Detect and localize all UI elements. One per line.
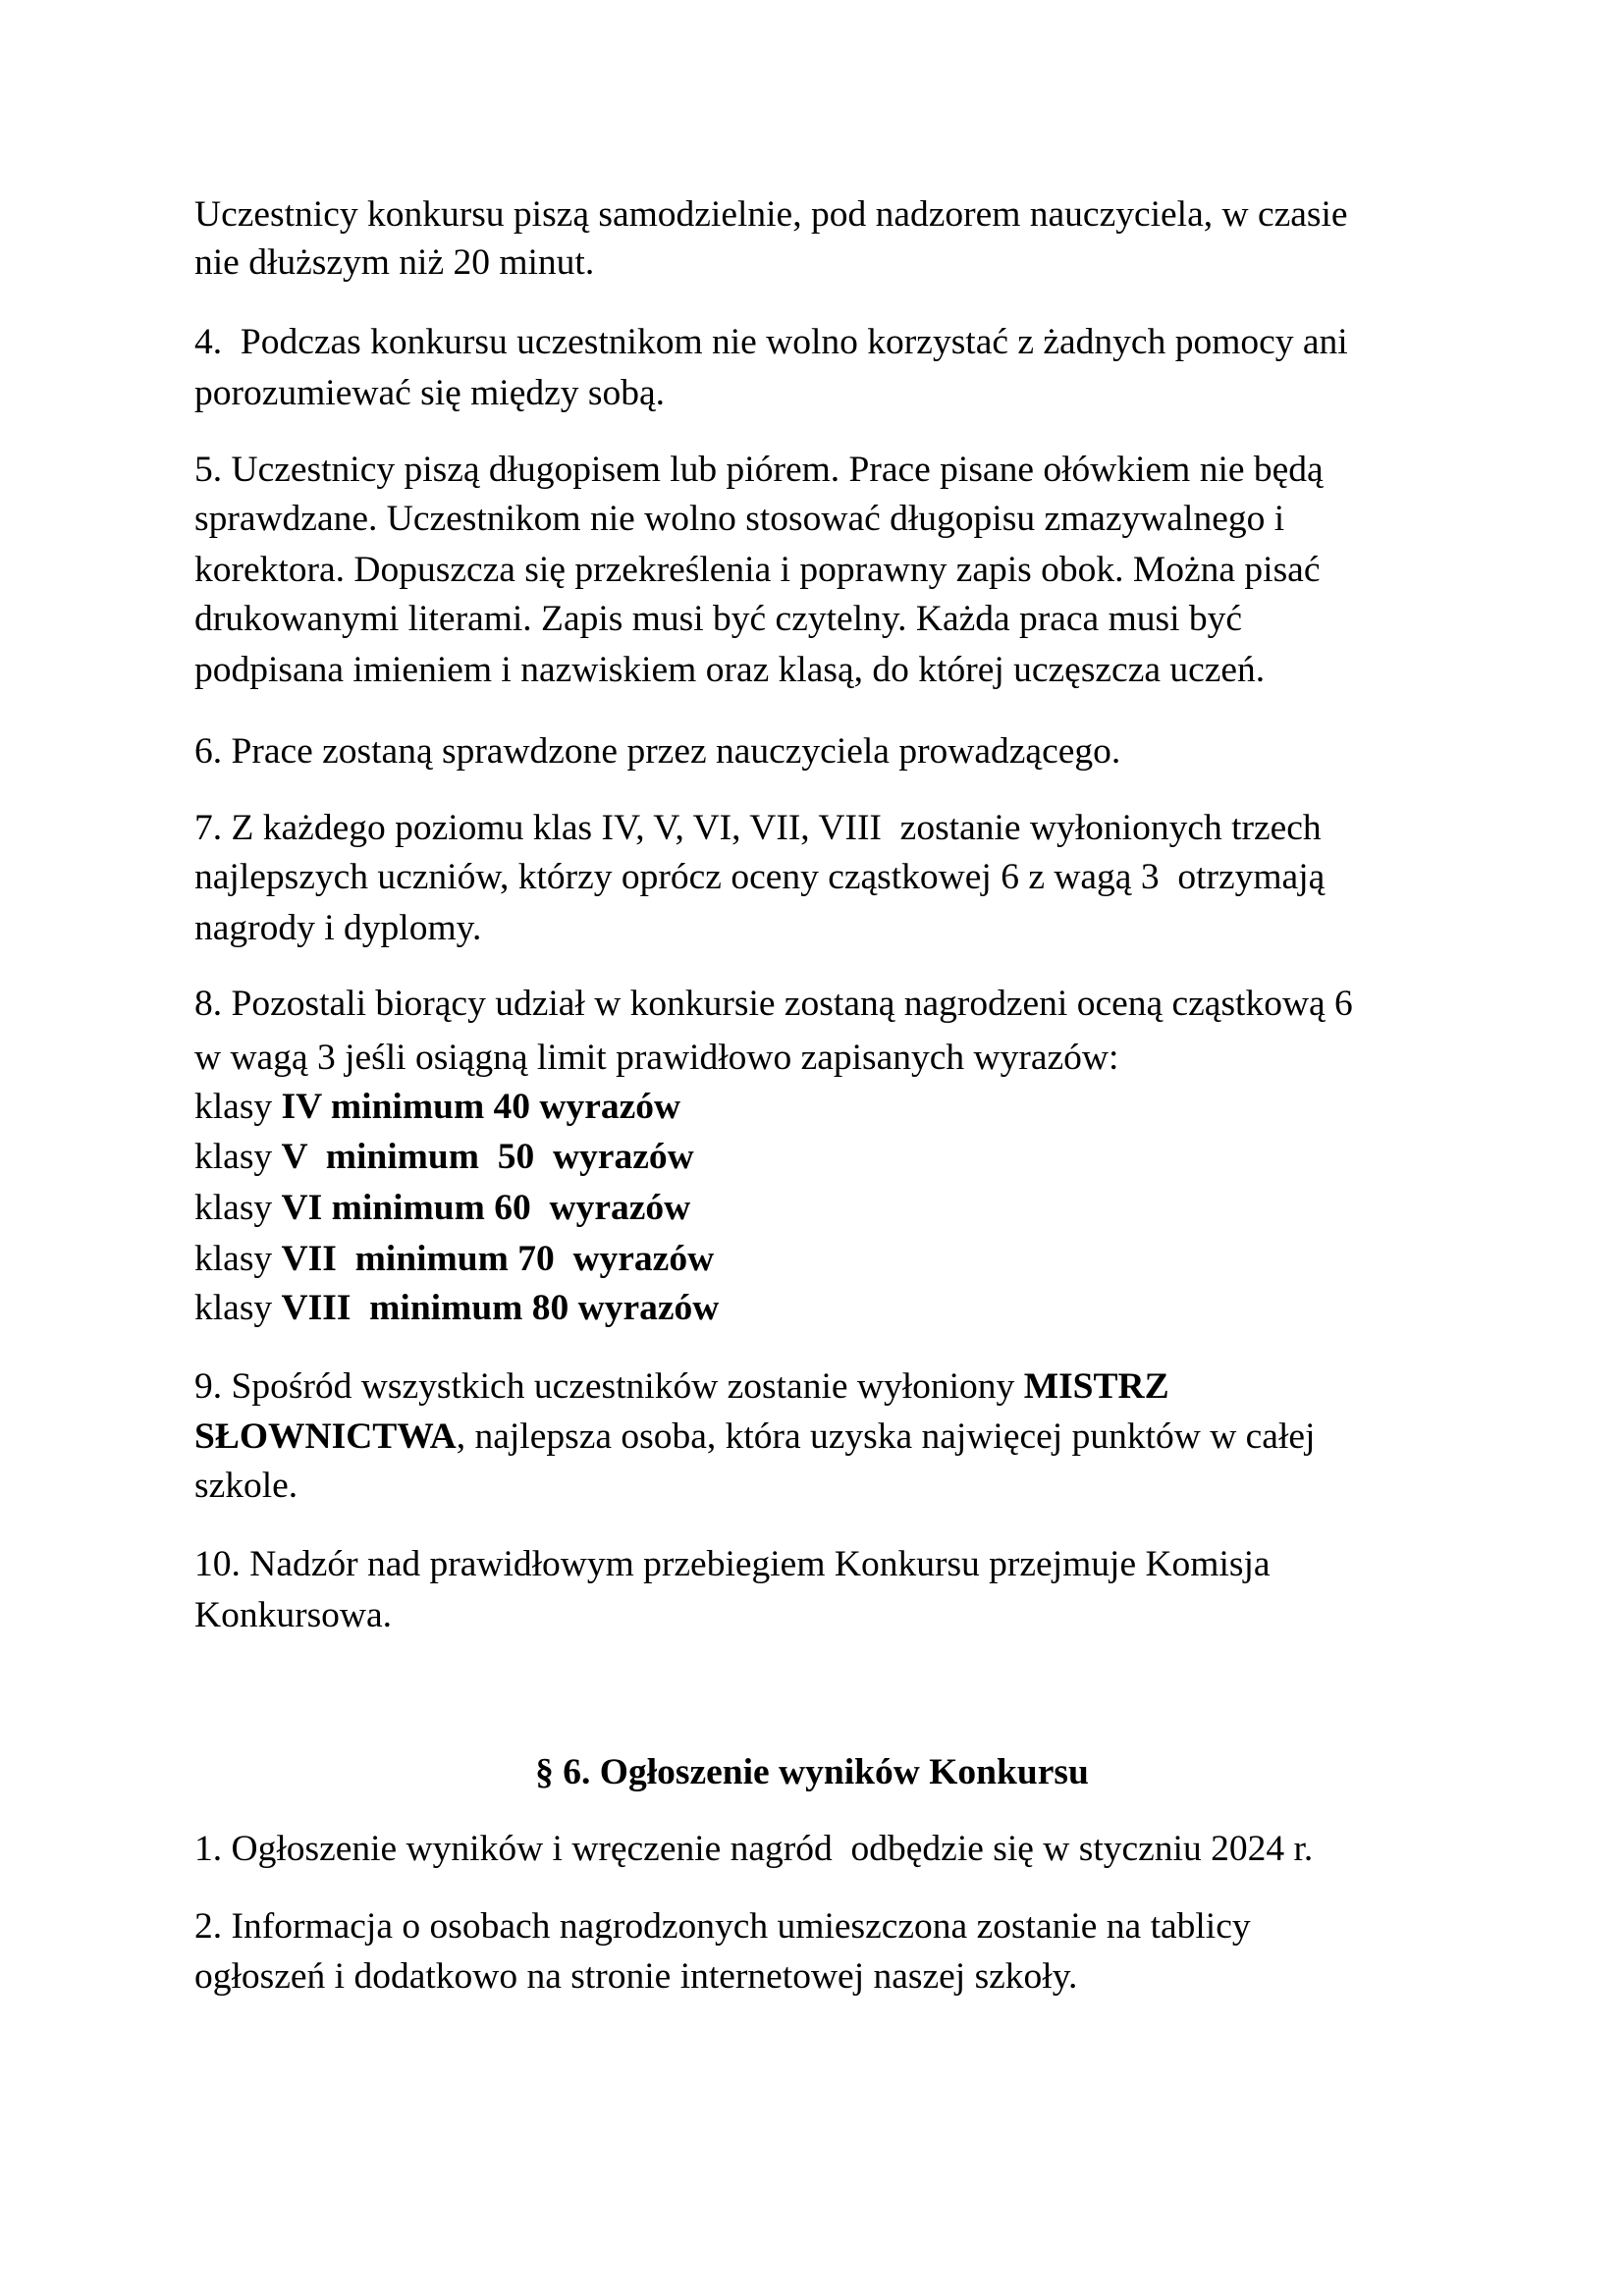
word-limit-grade-vii (194, 1241, 714, 1278)
text-line: nie dłuższym niż 20 minut. (194, 242, 595, 283)
limit-prefix: klasy (194, 1288, 282, 1328)
text-line (194, 1418, 1315, 1456)
text-line: 8. Pozostali biorący udział w konkursie zostaną nagrodzeni oceną cząstkową 6 (194, 984, 1353, 1024)
text-line: porozumiewać się między sobą. (194, 373, 666, 413)
limit-prefix: klasy (194, 1137, 282, 1177)
text-run: , najlepsza osoba, która uzyska najwięcej punktów w całej (456, 1416, 1316, 1457)
text-line: Konkursowa. (194, 1595, 393, 1635)
text-line: ogłoszeń i dodatkowo na stronie internetowej naszej szkoły. (194, 1956, 1078, 1997)
limit-value: VIII minimum 80 wyrazów (281, 1288, 720, 1328)
limit-value: V minimum 50 wyrazów (281, 1137, 694, 1177)
section-heading: § 6. Ogłoszenie wyników Konkursu (535, 1752, 1089, 1792)
text-line: szkole. (194, 1466, 298, 1506)
text-line: korektora. Dopuszcza się przekreślenia i poprawny zapis obok. Można pisać (194, 550, 1321, 590)
limit-value: VII minimum 70 wyrazów (281, 1239, 715, 1279)
text-run: 9. Spośród wszystkich uczestników zostanie wyłoniony (194, 1366, 1024, 1407)
text-line: najlepszych uczniów, którzy oprócz oceny cząstkowej 6 z wagą 3 otrzymają (194, 857, 1326, 897)
limit-prefix: klasy (194, 1188, 282, 1228)
word-limit-grade-vi (194, 1190, 690, 1227)
limit-value: VI minimum 60 wyrazów (281, 1188, 691, 1228)
text-line: 5. Uczestnicy piszą długopisem lub piórem. Prace pisane ołówkiem nie będą (194, 450, 1324, 490)
text-line: 1. Ogłoszenie wyników i wręczenie nagród odbędzie się w styczniu 2024 r. (194, 1829, 1314, 1869)
text-line: 7. Z każdego poziomu klas IV, V, VI, VII, VIII zostanie wyłonionych trzech (194, 808, 1322, 848)
limit-value: IV minimum 40 wyrazów (281, 1087, 681, 1127)
text-line: 2. Informacja o osobach nagrodzonych umieszczona zostanie na tablicy (194, 1906, 1251, 1947)
text-line: nagrody i dyplomy. (194, 908, 482, 948)
text-line: drukowanymi literami. Zapis musi być czytelny. Każda praca musi być (194, 599, 1243, 639)
text-line: 4. Podczas konkursu uczestnikom nie wolno korzystać z żadnych pomocy ani (194, 322, 1348, 362)
word-limit-grade-iv (194, 1089, 680, 1126)
text-line (194, 1368, 1169, 1406)
word-limit-grade-viii (194, 1290, 719, 1327)
limit-prefix: klasy (194, 1087, 282, 1127)
word-limit-grade-v (194, 1139, 694, 1176)
title-slownictwa: SŁOWNICTWA (194, 1416, 457, 1457)
text-line: podpisana imieniem i nazwiskiem oraz klasą, do której uczęszcza uczeń. (194, 650, 1266, 690)
title-mistrz: MISTRZ (1023, 1366, 1169, 1407)
text-line: Uczestnicy konkursu piszą samodzielnie, pod nadzorem nauczyciela, w czasie (194, 194, 1348, 235)
text-line: 6. Prace zostaną sprawdzone przez nauczyciela prowadzącego. (194, 731, 1121, 772)
text-line: sprawdzane. Uczestnikom nie wolno stosować długopisu zmazywalnego i (194, 499, 1285, 539)
limit-prefix: klasy (194, 1239, 282, 1279)
text-line: w wagą 3 jeśli osiągną limit prawidłowo zapisanych wyrazów: (194, 1038, 1119, 1078)
text-line: 10. Nadzór nad prawidłowym przebiegiem Konkursu przejmuje Komisja (194, 1544, 1271, 1584)
